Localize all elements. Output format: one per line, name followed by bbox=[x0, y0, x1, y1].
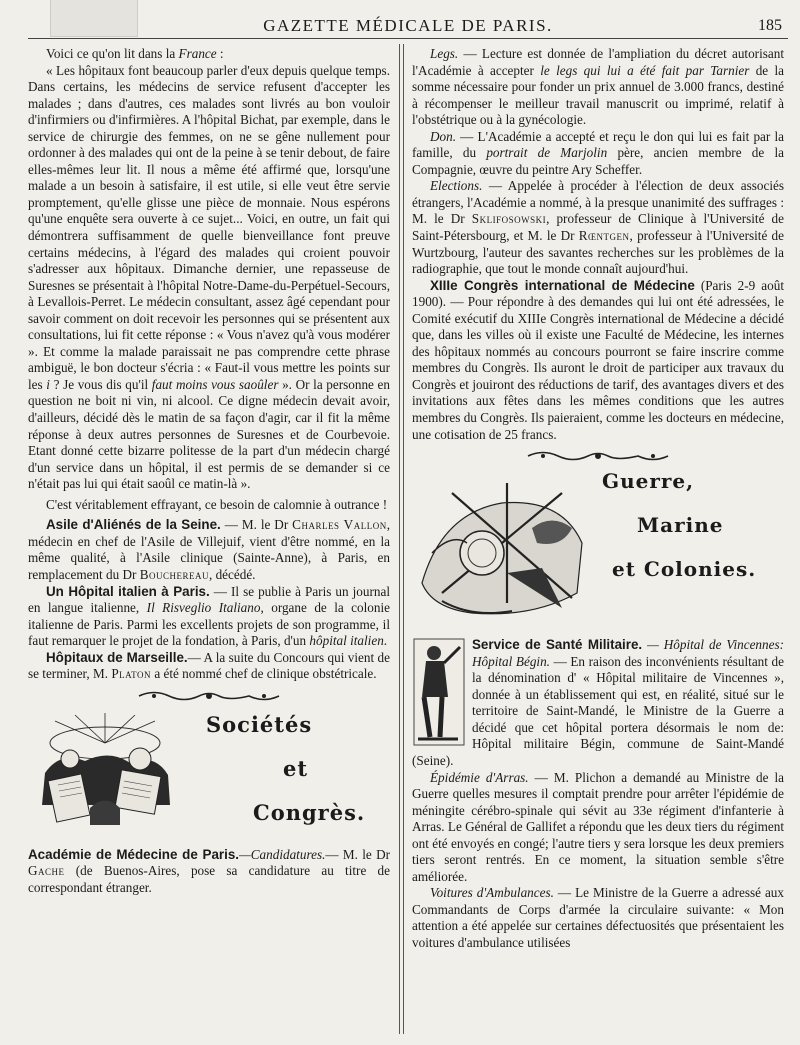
soldier-figure-icon bbox=[412, 637, 466, 747]
engraving-military-icon bbox=[412, 473, 592, 623]
ornament-divider-icon bbox=[134, 689, 284, 703]
right-column bbox=[412, 46, 784, 952]
paragraph: C'est véritablement effrayant, ce besoin de calomnie à outrance ! bbox=[46, 496, 388, 512]
section-title-word: Guerre, bbox=[602, 469, 695, 494]
news-item-don: Don. — L'Académie a accepté et reçu le don qui lui es fait par la famille, du portrait de Marjolin père, ancien membre de la Compagnie, œuvre du peintre Ary Scheffer. bbox=[412, 128, 784, 177]
news-item-sante: Service de Santé Militaire. — Hôpital de Vincennes: Hôpital Bégin. — En raison des inconvénients résultant de la dénomination d' « Hôpital militaire de Vincennes », donnée à un établissement qui est, en réalité, situé sur le territoire de Saint-Mandé, le Ministre de la Guerre a décidé que cet hôpital portera désormais le nom de: Hôpital militaire Bégin, commune de Saint-Mandé (Seine). bbox=[412, 637, 784, 768]
news-item-hopital-italien: Un Hôpital italien à Paris. — Il se publie à Paris un journal en langue italienne, Il Risveglio Italiano, organe de la colonie italienne de Paris. Parmi les excellents projets de son programme, il faut remarquer le projet de la fondation, à Paris, d'un hôpital italien. bbox=[28, 583, 390, 649]
section-title-word: Marine bbox=[637, 513, 724, 538]
quoted-article: « Les hôpitaux font beaucoup parler d'eux depuis quelque temps. Dans certains, les médecins de service refusent d'accepter les malades ; dans d'autres, ces malades sont livrés au bon vouloir d'infirmiers ou d'infirmières. A l'hôpital Bichat, par exemple, dans le service de chirurgie des femmes, on ne se gêne nullement pour ordonner à des malades qui ont de la peine à se tenir debout, de faire elles-mêmes leur lit. Il nous a même été affirmé que, lorsqu'une malade a un besoin à satisfaire, il est utile, si elle veut être servie promptement, qu'elle glisse une pièce de monnaie. Nous espérons qu'une enquête sera ouverte à ce sujet... Voici, en outre, un fait qui démontrera suffisamment de quelle bienveillance font preuve certains médecins, à l'égard des malades qui croient pouvoir s'adresser aux hôpitaux. Dimanche dernier, une repasseuse de Suresnes se présentait à l'hôpital Notre-Dame-du-Perpétuel-Secours, à Levallois-Perret. Le médecin consultant, assez âgé cependant pour savoir comment on doit recevoir les personnes qui se présentent aux consultations, lui fit cette réponse : « Vous n'avez qu'à vous modérer ». Et comme la malade paraissait ne pas comprendre cette phrase ambiguë, le bon docteur s'écria : « Faut-il vous mettre les points sur les i ? Je vous dis qu'il faut moins vous saoûler ». Or la personne en question ne boit ni vin, ni alcool. Ce digne médecin devait avoir, d'ailleurs, décidé dès le matin de sa façon d'agir, car il fit la même réponse à deux autres personnes de Suresnes et de Courbevoie. Etant donné cette bizarre politesse de la part d'un médecin chargé d'un service dans un hôpital, il est permis de se demander si ce n'était pas lui qui était saoûl ce matin-là ». bbox=[28, 62, 390, 492]
section-header-societes bbox=[28, 709, 390, 841]
column-divider bbox=[403, 44, 404, 1034]
news-item-asile: Asile d'Aliénés de la Seine. — M. le Dr Charles Vallon, médecin en chef de l'Asile de Villejuif, vient d'être nommé, en la même qualité, à l'Asile clinique (Sainte-Anne), à Paris, en remplacement du Dr Bouchereau, décédé. bbox=[28, 517, 390, 582]
page-header bbox=[28, 14, 788, 39]
section-title-word: Congrès. bbox=[253, 799, 366, 825]
page-number: 185 bbox=[758, 17, 782, 34]
section-title-word: Sociétés bbox=[206, 711, 313, 737]
news-item-legs: Legs. — Lecture est donnée de l'ampliation du décret autorisant l'Académie à accepter le legs qui lui a été fait par Tarnier de la somme nécessaire pour fonder un prix annuel de 3.000 francs, destiné à récompenser le meilleur travail manuscrit ou imprimé, relatif à l'obstétrique ou à la gynécologie. bbox=[412, 46, 784, 128]
column-divider bbox=[399, 44, 400, 1034]
news-item-congres: XIIIe Congrès international de Médecine (Paris 2-9 août 1900). — Pour répondre à des demandes qui lui ont été adressées, le Comité exécutif du XIIIe Congrès international de Médecine a décidé que, dans les villes où il existe une Faculté de Médecine, les internes des hôpitaux nommés au concours pourront se faire inscrire comme membres du Congrès. Ils auront le droit de participer aux travaux du Congrès et jouiront des réductions de tarif, des avantages divers et des invitations aux fêtes dans les mêmes conditions que les autres membres du Congrès. Ils paieraient, comme les docteurs en médecine, une cotisation de 25 francs. bbox=[412, 277, 784, 442]
news-item-marseille: Hôpitaux de Marseille.— A la suite du Concours qui vient de se terminer, M. Platon a été nommé chef de clinique obstétricale. bbox=[28, 649, 390, 682]
section-title-word: et Colonies. bbox=[612, 557, 757, 582]
journal-title: GAZETTE MÉDICALE DE PARIS. bbox=[263, 16, 553, 35]
paragraph: Voici ce qu'on lit dans la France : bbox=[46, 46, 224, 61]
section-header-guerre bbox=[412, 469, 784, 629]
ornament-divider-icon bbox=[523, 449, 673, 463]
news-item-epidemie: Épidémie d'Arras. — M. Plichon a demandé au Ministre de la Guerre quelles mesures il comptait prendre pour arrêter l'épidémie de méningite cérébro-spinale qui sévit au 33e régiment d'infanterie à Arras. Le Général de Gallifet a répondu que les deux tiers du régiment ont été envoyés en congé; l'autre tiers y sera lorsque les deux premiers tiers seront rentrés. En ce moment, la situation semble s'être améliorée. bbox=[412, 769, 785, 884]
section-title-word: et bbox=[283, 755, 309, 781]
news-item-voitures: Voitures d'Ambulances. — Le Ministre de la Guerre a adressé aux Commandants de Corps d'armée la circulaire suivante: « Mon attention a été appelée sur certaines défectuosités que présentaient les voitures d'ambulance utilisées bbox=[412, 885, 784, 950]
engraving-books-icon bbox=[30, 713, 180, 831]
news-item-academie: Académie de Médecine de Paris.—Candidatures.— M. le Dr Gache (de Buenos-Aires, pose sa candidature au titre de correspondant étranger. bbox=[28, 846, 390, 895]
left-column bbox=[28, 46, 390, 896]
news-item-elections: Elections. — Appelée à procéder à l'élection de deux associés étrangers, l'Académie a nommé, à la presque unanimité des suffrages : M. le Dr Sklifosowski, professeur de Clinique à l'Université de Saint-Pétersbourg, et M. le Dr Rœntgen, professeur à l'Université de Wurtzbourg, l'auteur des savantes recherches sur les problèmes de la radiographie, que tout le monde connaît aujourd'hui. bbox=[412, 178, 784, 277]
